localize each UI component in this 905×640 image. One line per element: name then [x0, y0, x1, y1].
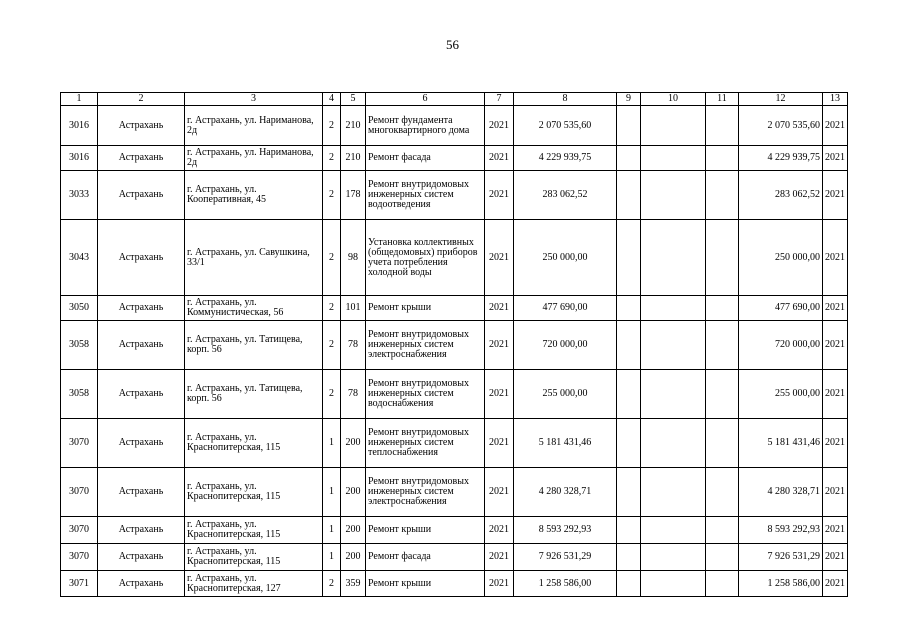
work-type: Установка коллективных (общедомовых) приборов учета потребления холодной воды [366, 220, 485, 296]
total-cost: 1 258 586,00 [514, 571, 617, 597]
work-type: Ремонт фундамента многоквартирного дома [366, 106, 485, 146]
col-5-value: 200 [341, 468, 366, 517]
address: г. Астрахань, ул. Кооперативная, 45 [185, 171, 323, 220]
col-4-value: 2 [323, 106, 341, 146]
work-type: Ремонт крыши [366, 571, 485, 597]
table-row [61, 571, 848, 597]
table-row [61, 146, 848, 171]
year: 2021 [485, 146, 514, 171]
col-11-value [706, 296, 739, 321]
year: 2021 [485, 468, 514, 517]
total-cost: 250 000,00 [514, 220, 617, 296]
col-4-value: 2 [323, 220, 341, 296]
year: 2021 [485, 544, 514, 571]
col-11-value [706, 468, 739, 517]
table-row [61, 419, 848, 468]
col-10-value [641, 171, 706, 220]
column-header: 11 [706, 93, 739, 106]
col-12-value: 8 593 292,93 [739, 517, 823, 544]
col-13-year: 2021 [823, 321, 848, 370]
col-13-year: 2021 [823, 517, 848, 544]
total-cost: 2 070 535,60 [514, 106, 617, 146]
row-code: 3070 [61, 419, 98, 468]
row-code: 3071 [61, 571, 98, 597]
col-10-value [641, 146, 706, 171]
address: г. Астрахань, ул. Татищева, корп. 56 [185, 321, 323, 370]
col-10-value [641, 370, 706, 419]
col-9-value [617, 468, 641, 517]
col-12-value: 477 690,00 [739, 296, 823, 321]
col-9-value [617, 544, 641, 571]
col-13-year: 2021 [823, 146, 848, 171]
table-row [61, 370, 848, 419]
work-type: Ремонт крыши [366, 296, 485, 321]
col-13-year: 2021 [823, 571, 848, 597]
col-13-year: 2021 [823, 220, 848, 296]
col-11-value [706, 544, 739, 571]
column-header: 13 [823, 93, 848, 106]
column-header: 2 [98, 93, 185, 106]
municipality: Астрахань [98, 370, 185, 419]
municipality: Астрахань [98, 171, 185, 220]
table-row [61, 468, 848, 517]
col-11-value [706, 370, 739, 419]
col-12-value: 5 181 431,46 [739, 419, 823, 468]
col-9-value [617, 517, 641, 544]
column-header: 8 [514, 93, 617, 106]
row-code: 3070 [61, 468, 98, 517]
col-5-value: 200 [341, 517, 366, 544]
col-12-value: 255 000,00 [739, 370, 823, 419]
work-type: Ремонт внутридомовых инженерных систем теплоснабжения [366, 419, 485, 468]
col-5-value: 210 [341, 146, 366, 171]
col-10-value [641, 544, 706, 571]
repair-plan-table [60, 92, 848, 597]
col-9-value [617, 370, 641, 419]
col-4-value: 1 [323, 468, 341, 517]
total-cost: 4 280 328,71 [514, 468, 617, 517]
column-header: 5 [341, 93, 366, 106]
municipality: Астрахань [98, 321, 185, 370]
col-10-value [641, 106, 706, 146]
work-type: Ремонт крыши [366, 517, 485, 544]
municipality: Астрахань [98, 106, 185, 146]
col-10-value [641, 321, 706, 370]
col-12-value: 2 070 535,60 [739, 106, 823, 146]
row-code: 3058 [61, 321, 98, 370]
municipality: Астрахань [98, 571, 185, 597]
address: г. Астрахань, ул. Краснопитерская, 127 [185, 571, 323, 597]
column-header: 1 [61, 93, 98, 106]
col-9-value [617, 419, 641, 468]
col-10-value [641, 220, 706, 296]
col-13-year: 2021 [823, 296, 848, 321]
col-10-value [641, 419, 706, 468]
col-9-value [617, 171, 641, 220]
year: 2021 [485, 370, 514, 419]
table-row [61, 321, 848, 370]
col-10-value [641, 468, 706, 517]
year: 2021 [485, 419, 514, 468]
col-10-value [641, 517, 706, 544]
col-4-value: 2 [323, 321, 341, 370]
col-5-value: 178 [341, 171, 366, 220]
total-cost: 477 690,00 [514, 296, 617, 321]
col-13-year: 2021 [823, 544, 848, 571]
col-11-value [706, 321, 739, 370]
col-9-value [617, 220, 641, 296]
row-code: 3070 [61, 544, 98, 571]
col-12-value: 283 062,52 [739, 171, 823, 220]
year: 2021 [485, 220, 514, 296]
column-header: 9 [617, 93, 641, 106]
address: г. Астрахань, ул. Савушкина, 33/1 [185, 220, 323, 296]
address: г. Астрахань, ул. Нариманова, 2д [185, 106, 323, 146]
municipality: Астрахань [98, 419, 185, 468]
col-9-value [617, 571, 641, 597]
total-cost: 4 229 939,75 [514, 146, 617, 171]
municipality: Астрахань [98, 220, 185, 296]
total-cost: 720 000,00 [514, 321, 617, 370]
col-5-value: 210 [341, 106, 366, 146]
col-5-value: 101 [341, 296, 366, 321]
row-code: 3050 [61, 296, 98, 321]
column-header: 4 [323, 93, 341, 106]
col-13-year: 2021 [823, 106, 848, 146]
col-11-value [706, 171, 739, 220]
address: г. Астрахань, ул. Краснопитерская, 115 [185, 468, 323, 517]
page-number: 56 [446, 37, 459, 52]
total-cost: 7 926 531,29 [514, 544, 617, 571]
total-cost: 255 000,00 [514, 370, 617, 419]
col-11-value [706, 571, 739, 597]
col-4-value: 2 [323, 370, 341, 419]
address: г. Астрахань, ул. Татищева, корп. 56 [185, 370, 323, 419]
table-row [61, 517, 848, 544]
year: 2021 [485, 571, 514, 597]
col-5-value: 78 [341, 370, 366, 419]
col-4-value: 2 [323, 296, 341, 321]
row-code: 3016 [61, 106, 98, 146]
row-code: 3058 [61, 370, 98, 419]
col-12-value: 720 000,00 [739, 321, 823, 370]
col-11-value [706, 517, 739, 544]
total-cost: 5 181 431,46 [514, 419, 617, 468]
work-type: Ремонт внутридомовых инженерных систем водоотведения [366, 171, 485, 220]
col-13-year: 2021 [823, 171, 848, 220]
column-header: 12 [739, 93, 823, 106]
column-header: 6 [366, 93, 485, 106]
col-5-value: 78 [341, 321, 366, 370]
municipality: Астрахань [98, 146, 185, 171]
year: 2021 [485, 517, 514, 544]
table-row [61, 296, 848, 321]
year: 2021 [485, 171, 514, 220]
col-4-value: 2 [323, 571, 341, 597]
total-cost: 283 062,52 [514, 171, 617, 220]
work-type: Ремонт внутридомовых инженерных систем электроснабжения [366, 468, 485, 517]
address: г. Астрахань, ул. Краснопитерская, 115 [185, 544, 323, 571]
col-5-value: 200 [341, 544, 366, 571]
work-type: Ремонт фасада [366, 146, 485, 171]
col-12-value: 250 000,00 [739, 220, 823, 296]
work-type: Ремонт внутридомовых инженерных систем водоснабжения [366, 370, 485, 419]
col-12-value: 4 280 328,71 [739, 468, 823, 517]
municipality: Астрахань [98, 517, 185, 544]
column-number-row [61, 93, 848, 106]
col-12-value: 4 229 939,75 [739, 146, 823, 171]
address: г. Астрахань, ул. Краснопитерская, 115 [185, 517, 323, 544]
col-4-value: 1 [323, 419, 341, 468]
col-9-value [617, 146, 641, 171]
col-5-value: 200 [341, 419, 366, 468]
address: г. Астрахань, ул. Нариманова, 2д [185, 146, 323, 171]
municipality: Астрахань [98, 296, 185, 321]
municipality: Астрахань [98, 544, 185, 571]
col-12-value: 7 926 531,29 [739, 544, 823, 571]
year: 2021 [485, 106, 514, 146]
address: г. Астрахань, ул. Краснопитерская, 115 [185, 419, 323, 468]
col-11-value [706, 419, 739, 468]
row-code: 3070 [61, 517, 98, 544]
table-row [61, 106, 848, 146]
col-4-value: 2 [323, 171, 341, 220]
table-row [61, 220, 848, 296]
year: 2021 [485, 296, 514, 321]
col-4-value: 2 [323, 146, 341, 171]
col-11-value [706, 146, 739, 171]
row-code: 3016 [61, 146, 98, 171]
work-type: Ремонт фасада [366, 544, 485, 571]
col-4-value: 1 [323, 517, 341, 544]
col-10-value [641, 296, 706, 321]
row-code: 3043 [61, 220, 98, 296]
col-11-value [706, 106, 739, 146]
col-9-value [617, 296, 641, 321]
col-11-value [706, 220, 739, 296]
col-4-value: 1 [323, 544, 341, 571]
address: г. Астрахань, ул. Коммунистическая, 56 [185, 296, 323, 321]
row-code: 3033 [61, 171, 98, 220]
year: 2021 [485, 321, 514, 370]
col-13-year: 2021 [823, 419, 848, 468]
column-header: 10 [641, 93, 706, 106]
col-10-value [641, 571, 706, 597]
col-9-value [617, 106, 641, 146]
col-5-value: 359 [341, 571, 366, 597]
col-13-year: 2021 [823, 370, 848, 419]
work-type: Ремонт внутридомовых инженерных систем электроснабжения [366, 321, 485, 370]
total-cost: 8 593 292,93 [514, 517, 617, 544]
table-row [61, 171, 848, 220]
col-9-value [617, 321, 641, 370]
col-13-year: 2021 [823, 468, 848, 517]
col-12-value: 1 258 586,00 [739, 571, 823, 597]
column-header: 3 [185, 93, 323, 106]
column-header: 7 [485, 93, 514, 106]
table-row [61, 544, 848, 571]
municipality: Астрахань [98, 468, 185, 517]
col-5-value: 98 [341, 220, 366, 296]
